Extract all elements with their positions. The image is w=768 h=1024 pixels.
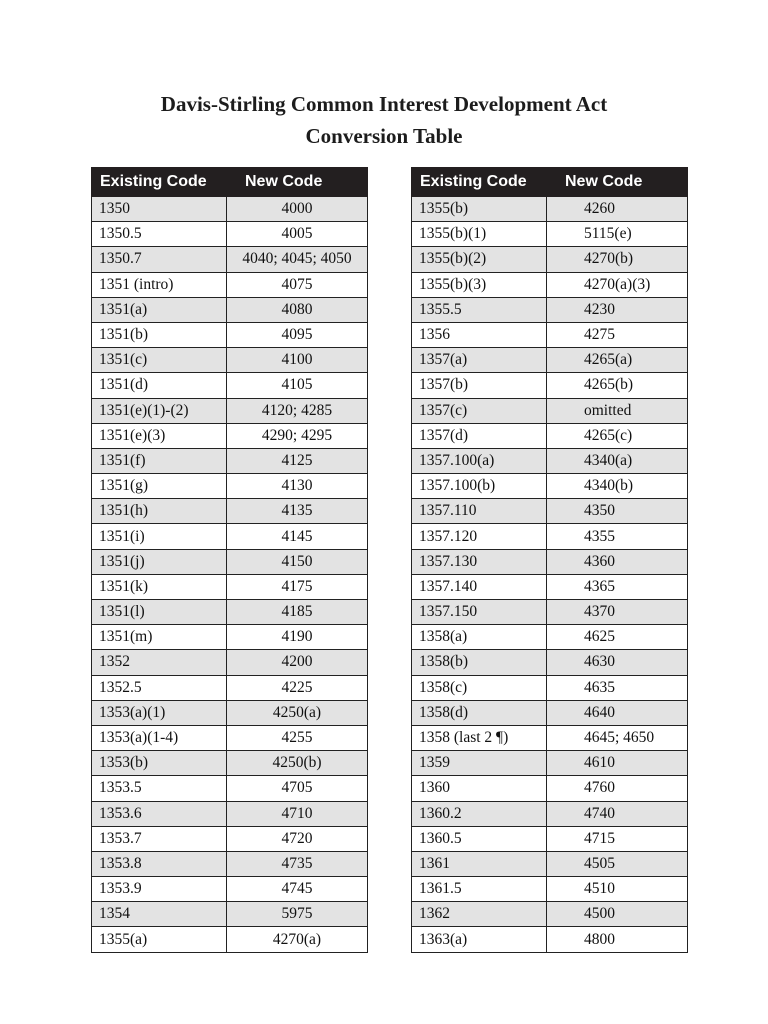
table-row bbox=[92, 801, 368, 826]
table-row bbox=[412, 801, 688, 826]
new-code-cell: 4740 bbox=[547, 801, 688, 826]
existing-code-cell: 1353.7 bbox=[92, 826, 227, 851]
table-row bbox=[412, 751, 688, 776]
existing-code-cell: 1358(b) bbox=[412, 650, 547, 675]
table-row bbox=[92, 423, 368, 448]
existing-code-cell: 1353.5 bbox=[92, 776, 227, 801]
existing-code-cell: 1350.7 bbox=[92, 247, 227, 272]
new-code-cell: 4635 bbox=[547, 675, 688, 700]
table-row bbox=[412, 474, 688, 499]
table-row bbox=[412, 927, 688, 952]
table-row bbox=[92, 549, 368, 574]
existing-code-cell: 1357.130 bbox=[412, 549, 547, 574]
existing-code-cell: 1351(f) bbox=[92, 448, 227, 473]
table-row bbox=[412, 851, 688, 876]
new-code-cell: 4630 bbox=[547, 650, 688, 675]
new-code-cell: 4135 bbox=[227, 499, 368, 524]
new-code-cell: 4610 bbox=[547, 751, 688, 776]
existing-code-cell: 1355(a) bbox=[92, 927, 227, 952]
existing-code-cell: 1355(b)(2) bbox=[412, 247, 547, 272]
table-row bbox=[412, 650, 688, 675]
new-code-cell: 5975 bbox=[227, 902, 368, 927]
new-code-cell: 4105 bbox=[227, 373, 368, 398]
table-row bbox=[412, 600, 688, 625]
existing-code-cell: 1360 bbox=[412, 776, 547, 801]
existing-code-cell: 1353(a)(1-4) bbox=[92, 725, 227, 750]
new-code-cell: 4760 bbox=[547, 776, 688, 801]
existing-code-cell: 1354 bbox=[92, 902, 227, 927]
table-row bbox=[92, 826, 368, 851]
new-code-cell: 4145 bbox=[227, 524, 368, 549]
new-code-cell: 4095 bbox=[227, 322, 368, 347]
new-code-cell: 4250(a) bbox=[227, 700, 368, 725]
table-row bbox=[92, 398, 368, 423]
new-code-cell: 4190 bbox=[227, 625, 368, 650]
table-row bbox=[92, 751, 368, 776]
table-row bbox=[92, 902, 368, 927]
new-code-cell: 4000 bbox=[227, 197, 368, 222]
table-row bbox=[92, 222, 368, 247]
table-row bbox=[412, 297, 688, 322]
new-code-cell: 4265(b) bbox=[547, 373, 688, 398]
existing-code-cell: 1353(b) bbox=[92, 751, 227, 776]
new-code-cell: 4255 bbox=[227, 725, 368, 750]
table-row bbox=[412, 423, 688, 448]
existing-code-cell: 1355(b)(1) bbox=[412, 222, 547, 247]
table-row bbox=[92, 247, 368, 272]
existing-code-cell: 1357.150 bbox=[412, 600, 547, 625]
existing-code-cell: 1350.5 bbox=[92, 222, 227, 247]
existing-code-cell: 1357(a) bbox=[412, 348, 547, 373]
existing-code-cell: 1352.5 bbox=[92, 675, 227, 700]
header-existing-code: Existing Code bbox=[92, 168, 227, 197]
new-code-cell: 4270(a) bbox=[227, 927, 368, 952]
title-line-1: Davis-Stirling Common Interest Development Act bbox=[160, 92, 608, 116]
existing-code-cell: 1351(a) bbox=[92, 297, 227, 322]
existing-code-cell: 1351(j) bbox=[92, 549, 227, 574]
table-row bbox=[412, 826, 688, 851]
existing-code-cell: 1355.5 bbox=[412, 297, 547, 322]
table-header-row bbox=[92, 168, 368, 197]
table-row bbox=[92, 348, 368, 373]
existing-code-cell: 1353.8 bbox=[92, 851, 227, 876]
new-code-cell: 4745 bbox=[227, 877, 368, 902]
existing-code-cell: 1350 bbox=[92, 197, 227, 222]
table-row bbox=[92, 297, 368, 322]
new-code-cell: 4370 bbox=[547, 600, 688, 625]
existing-code-cell: 1351(e)(3) bbox=[92, 423, 227, 448]
table-row bbox=[412, 776, 688, 801]
existing-code-cell: 1358(c) bbox=[412, 675, 547, 700]
existing-code-cell: 1358 (last 2 ¶) bbox=[412, 725, 547, 750]
existing-code-cell: 1351(m) bbox=[92, 625, 227, 650]
new-code-cell: 4505 bbox=[547, 851, 688, 876]
table-row bbox=[412, 725, 688, 750]
table-row bbox=[92, 776, 368, 801]
new-code-cell: 4225 bbox=[227, 675, 368, 700]
existing-code-cell: 1351(d) bbox=[92, 373, 227, 398]
table-row bbox=[92, 524, 368, 549]
existing-code-cell: 1357.140 bbox=[412, 574, 547, 599]
existing-code-cell: 1351(g) bbox=[92, 474, 227, 499]
new-code-cell: 4125 bbox=[227, 448, 368, 473]
existing-code-cell: 1351(l) bbox=[92, 600, 227, 625]
existing-code-cell: 1357.100(a) bbox=[412, 448, 547, 473]
table-header-row bbox=[412, 168, 688, 197]
title-line-2: Conversion Table bbox=[305, 124, 463, 148]
new-code-cell: 4705 bbox=[227, 776, 368, 801]
new-code-cell: 4735 bbox=[227, 851, 368, 876]
existing-code-cell: 1351(i) bbox=[92, 524, 227, 549]
existing-code-cell: 1357(d) bbox=[412, 423, 547, 448]
existing-code-cell: 1361 bbox=[412, 851, 547, 876]
new-code-cell: 4130 bbox=[227, 474, 368, 499]
new-code-cell: 4290; 4295 bbox=[227, 423, 368, 448]
new-code-cell: 4075 bbox=[227, 272, 368, 297]
header-new-code: New Code bbox=[547, 168, 688, 197]
table-row bbox=[92, 373, 368, 398]
table-row bbox=[412, 675, 688, 700]
table-row bbox=[92, 650, 368, 675]
new-code-cell: 4150 bbox=[227, 549, 368, 574]
table-row bbox=[412, 197, 688, 222]
table-row bbox=[412, 398, 688, 423]
table-row bbox=[92, 725, 368, 750]
new-code-cell: 4270(b) bbox=[547, 247, 688, 272]
conversion-table-left bbox=[91, 167, 368, 953]
table-row bbox=[92, 625, 368, 650]
table-row bbox=[412, 524, 688, 549]
new-code-cell: 4360 bbox=[547, 549, 688, 574]
new-code-cell: 4715 bbox=[547, 826, 688, 851]
new-code-cell: 4625 bbox=[547, 625, 688, 650]
table-row bbox=[412, 902, 688, 927]
new-code-cell: 4270(a)(3) bbox=[547, 272, 688, 297]
existing-code-cell: 1353.9 bbox=[92, 877, 227, 902]
new-code-cell: 4275 bbox=[547, 322, 688, 347]
existing-code-cell: 1353(a)(1) bbox=[92, 700, 227, 725]
table-row bbox=[412, 272, 688, 297]
new-code-cell: 4265(c) bbox=[547, 423, 688, 448]
new-code-cell: 4640 bbox=[547, 700, 688, 725]
new-code-cell: 4250(b) bbox=[227, 751, 368, 776]
existing-code-cell: 1357.120 bbox=[412, 524, 547, 549]
new-code-cell: 4340(a) bbox=[547, 448, 688, 473]
table-row bbox=[412, 322, 688, 347]
table-row bbox=[412, 549, 688, 574]
existing-code-cell: 1360.2 bbox=[412, 801, 547, 826]
table-row bbox=[92, 675, 368, 700]
new-code-cell: 4040; 4045; 4050 bbox=[227, 247, 368, 272]
existing-code-cell: 1357(c) bbox=[412, 398, 547, 423]
existing-code-cell: 1355(b) bbox=[412, 197, 547, 222]
existing-code-cell: 1355(b)(3) bbox=[412, 272, 547, 297]
existing-code-cell: 1361.5 bbox=[412, 877, 547, 902]
table-row bbox=[412, 499, 688, 524]
table-row bbox=[92, 197, 368, 222]
new-code-cell: 4200 bbox=[227, 650, 368, 675]
table-row bbox=[92, 322, 368, 347]
table-row bbox=[92, 851, 368, 876]
new-code-cell: 5115(e) bbox=[547, 222, 688, 247]
new-code-cell: 4340(b) bbox=[547, 474, 688, 499]
existing-code-cell: 1357.100(b) bbox=[412, 474, 547, 499]
table-row bbox=[412, 448, 688, 473]
new-code-cell: 4500 bbox=[547, 902, 688, 927]
existing-code-cell: 1351(c) bbox=[92, 348, 227, 373]
table-row bbox=[412, 348, 688, 373]
new-code-cell: 4120; 4285 bbox=[227, 398, 368, 423]
existing-code-cell: 1356 bbox=[412, 322, 547, 347]
table-row bbox=[92, 927, 368, 952]
table-row bbox=[92, 448, 368, 473]
new-code-cell: 4800 bbox=[547, 927, 688, 952]
existing-code-cell: 1352 bbox=[92, 650, 227, 675]
new-code-cell: omitted bbox=[547, 398, 688, 423]
new-code-cell: 4230 bbox=[547, 297, 688, 322]
table-row bbox=[92, 499, 368, 524]
existing-code-cell: 1351(e)(1)-(2) bbox=[92, 398, 227, 423]
existing-code-cell: 1353.6 bbox=[92, 801, 227, 826]
table-row bbox=[92, 272, 368, 297]
existing-code-cell: 1358(a) bbox=[412, 625, 547, 650]
new-code-cell: 4080 bbox=[227, 297, 368, 322]
table-row bbox=[412, 877, 688, 902]
new-code-cell: 4265(a) bbox=[547, 348, 688, 373]
table-row bbox=[92, 574, 368, 599]
existing-code-cell: 1351(b) bbox=[92, 322, 227, 347]
table-row bbox=[412, 373, 688, 398]
header-existing-code: Existing Code bbox=[412, 168, 547, 197]
table-row bbox=[412, 247, 688, 272]
table-row bbox=[412, 222, 688, 247]
new-code-cell: 4260 bbox=[547, 197, 688, 222]
existing-code-cell: 1351 (intro) bbox=[92, 272, 227, 297]
new-code-cell: 4365 bbox=[547, 574, 688, 599]
existing-code-cell: 1351(h) bbox=[92, 499, 227, 524]
table-row bbox=[412, 700, 688, 725]
table-row bbox=[92, 877, 368, 902]
table-row bbox=[412, 625, 688, 650]
table-row bbox=[92, 600, 368, 625]
existing-code-cell: 1358(d) bbox=[412, 700, 547, 725]
existing-code-cell: 1362 bbox=[412, 902, 547, 927]
new-code-cell: 4710 bbox=[227, 801, 368, 826]
conversion-table-right bbox=[411, 167, 688, 953]
existing-code-cell: 1360.5 bbox=[412, 826, 547, 851]
new-code-cell: 4005 bbox=[227, 222, 368, 247]
new-code-cell: 4350 bbox=[547, 499, 688, 524]
document-title bbox=[0, 88, 768, 152]
existing-code-cell: 1357(b) bbox=[412, 373, 547, 398]
table-row bbox=[412, 574, 688, 599]
new-code-cell: 4645; 4650 bbox=[547, 725, 688, 750]
new-code-cell: 4185 bbox=[227, 600, 368, 625]
existing-code-cell: 1357.110 bbox=[412, 499, 547, 524]
existing-code-cell: 1359 bbox=[412, 751, 547, 776]
header-new-code: New Code bbox=[227, 168, 368, 197]
new-code-cell: 4100 bbox=[227, 348, 368, 373]
new-code-cell: 4510 bbox=[547, 877, 688, 902]
table-row bbox=[92, 700, 368, 725]
new-code-cell: 4355 bbox=[547, 524, 688, 549]
new-code-cell: 4175 bbox=[227, 574, 368, 599]
existing-code-cell: 1363(a) bbox=[412, 927, 547, 952]
new-code-cell: 4720 bbox=[227, 826, 368, 851]
existing-code-cell: 1351(k) bbox=[92, 574, 227, 599]
table-row bbox=[92, 474, 368, 499]
